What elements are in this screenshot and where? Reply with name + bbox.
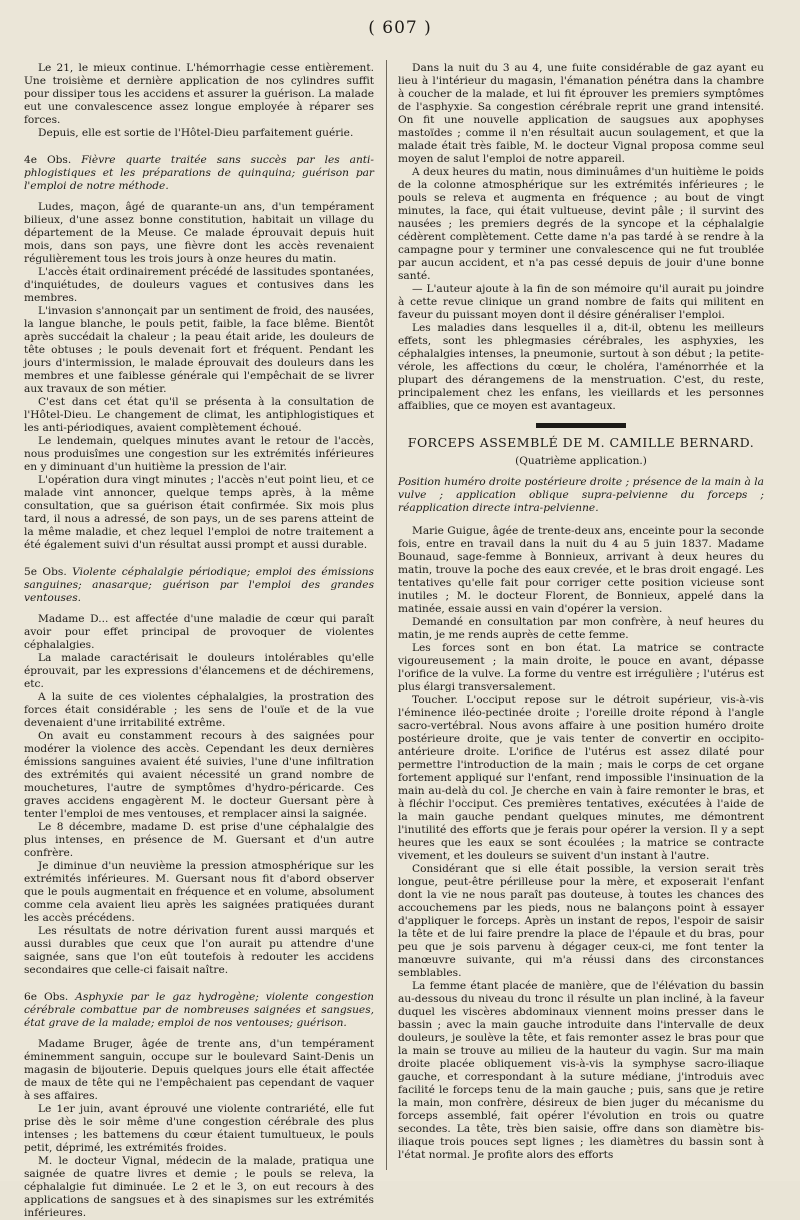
paragraph: Les maladies dans lesquelles il a, dit-il, obtenu les meilleurs effets, sont les phlegmasies cérébrales, les asphyxies, les céphalalgies intenses, la pneumonie, surtout à son début ; la petite-vérole, les affections du cœur, le choléra, l'aménorrhée et la plupart des dérangemens de la menstruation. C'est, du reste, principalement chez les enfans, les vieillards et les personnes affaiblies, que ce moyen est avantageux. [398, 322, 764, 412]
paragraph: Demandé en consultation par mon confrère, à neuf heures du matin, je me rends auprès de cette femme. [398, 616, 764, 641]
observation-title: Violente céphalalgie périodique; emploi des émissions sanguines; anasarque; guérison par l'emploi des grandes ventouses. [24, 566, 374, 604]
paragraph: Je diminue d'un neuvième la pression atmosphérique sur les extrémités inférieures. M. Guersant nous fit d'abord observer que le pouls augmentait en fréquence et en volume, absolument comme cela avaient lieu après les saignées pratiquées durant les accès précédens. [24, 860, 374, 924]
paragraph: Le lendemain, quelques minutes avant le retour de l'accès, nous produisîmes une congestion sur les extrémités inférieures en y diminuant d'un huitième la pression de l'air. [24, 435, 374, 473]
case-summary: Position humérо droite postérieure droite ; présence de la main à la vulve ; application oblique supra-pelvienne du forceps ; réapplication directe intra-pelvienne. [398, 476, 764, 514]
observation-title: Asphyxie par le gaz hydrogène; violente congestion cérébrale combattue par de nombreuses saignées et sangsues, état grave de la malade; emploi de nos ventouses; guérison. [24, 991, 374, 1029]
observation-heading [24, 566, 374, 605]
paragraph: La malade caractérisait le douleurs intolérables qu'elle éprouvait, par les expressions d'élancemens et de déchiremens, etc. [24, 652, 374, 690]
paragraph: L'opération dura vingt minutes ; l'accès n'eut point lieu, et ce malade vint annoncer, quelque temps après, à la même consultation, que sa guérison était confirmée. Six mois plus tard, il nous a adressé, de son pays, un de ses parens atteint de la même maladie, et chez lequel l'emploi de notre traitement a été également suivi d'un résultat aussi prompt et aussi durable. [24, 474, 374, 551]
paragraph: Les forces sont en bon état. La matrice se contracte vigoureusement ; la main droite, le pouce en avant, dépasse l'orifice de la vulve. La forme du ventre est irrégulière ; l'utérus est plus élargi transversalement. [398, 642, 764, 693]
paragraph: Marie Guigue, âgée de trente-deux ans, enceinte pour la seconde fois, entre en travail dans la nuit du 4 au 5 juin 1837. Madame Bounaud, sage-femme à Bonnieux, arrivant à deux heures du matin, trouve la poche des eaux crevée, et le bras droit engagé. Les tentatives qu'elle fait pour corriger cette position vicieuse sont inutiles ; M. le docteur Florent, de Bonnieux, appelé dans la matinée, essaie aussi en vain d'opérer la version. [398, 525, 764, 615]
paragraph: Dans la nuit du 3 au 4, une fuite considérable de gaz ayant eu lieu à l'intérieur du magasin, l'émanation pénétra dans la chambre à coucher de la malade, et lui fit éprouver les premiers symptômes de l'asphyxie. Sa congestion cérébrale reprit une grand intensité. On fit une nouvelle application de saugsues aux apophyses mastoïdes ; comme il n'en résultait aucun soulagement, et que la malade était très faible, M. le docteur Vignal proposa comme seul moyen de salut l'emploi de notre appareil. [398, 62, 764, 165]
paragraph: L'accès était ordinairement précédé de lassitudes spontanées, d'inquiétudes, de douleurs vagues et contusives dans les membres. [24, 266, 374, 304]
left-column [24, 62, 374, 1220]
paragraph: Le 1er juin, avant éprouvé une violente contrariété, elle fut prise dès le soir même d'une congestion cérébrale des plus intenses ; les battemens du cœur étaient tumultueux, le pouls petit, déprimé, les extrémités froides. [24, 1103, 374, 1154]
paragraph: Le 21, le mieux continue. L'hémorrhagie cesse entièrement. Une troisième et dernière application de nos cylindres suffit pour dissiper tous les accidens et assurer la guérison. La malade eut une convalescence assez longue employée à réparer ses forces. [24, 62, 374, 126]
paragraph: Toucher. L'occiput repose sur le détroit supérieur, vis-à-vis l'éminence iléo-pectinée droite ; l'oreille droite répond à l'angle sacro-vertébral. Nous avons affaire à une position huméro droite postérieure droite, que je vais tenter de convertir en occipito-antérieure droite. L'orifice de l'utérus est assez dilaté pour permettre l'introduction de la main ; mais le corps de cet organe fortement appliqué sur l'enfant, rend impossible l'insinuation de la main au-delà du col. Je cherche en vain à faire remonter le bras, et à fléchir l'occiput. Ces premières tentatives, exécutées à l'aide de la main gauche pendant quelques minutes, me démontrent l'inutilité des efforts que je ferais pour opérer la version. Il y a sept heures que les eaux se sont écoulées ; la matrice se contracte vivement, et les douleurs se suivent d'un instant à l'autre. [398, 694, 764, 862]
paragraph: M. le docteur Vignal, médecin de la malade, pratiqua une saignée de quatre livres et demie ; le pouls se releva, la céphalalgie fut diminuée. Le 2 et le 3, on eut recours à des applications de sangsues et à des sinapismes sur les extrémités inférieures. [24, 1155, 374, 1219]
observation-label: 6e Obs. [24, 991, 69, 1003]
observation-heading [24, 991, 374, 1030]
paragraph: A la suite de ces violentes céphalalgies, la prostration des forces était considérable ; les sens de l'ouïe et de la vue devenaient d'une irritabilité extrême. [24, 691, 374, 729]
paragraph: Madame Bruger, âgée de trente ans, d'un tempérament éminemment sanguin, occupe sur le boulevard Saint-Denis un magasin de bijouterie. Depuis quelques jours elle était affectée de maux de tête qui ne l'empêchaient pas cependant de vaquer à ses affaires. [24, 1038, 374, 1102]
paragraph: On avait eu constamment recours à des saignées pour modérer la violence des accès. Cependant les deux dernières émissions sanguines avaient été suivies, l'une d'une infiltration des extrémités qui avaient nécessité un grand nombre de mouchetures, l'autre de symptômes d'hydro-péricarde. Ces graves accidens engagèrent M. le docteur Guersant père à tenter l'emploi de mes ventouses, et remplacer ainsi la saignée. [24, 730, 374, 820]
observation-label: 5e Obs. [24, 566, 67, 578]
paragraph: Madame D... est affectée d'une maladie de cœur qui paraît avoir pour effet principal de provoquer de violentes céphalalgies. [24, 613, 374, 651]
section-rule [536, 423, 626, 428]
observation-heading [24, 154, 374, 193]
paragraph: Les résultats de notre dérivation furent aussi marqués et aussi durables que ceux que l'on aurait pu attendre d'une saignée, sans que l'on eût toutefois à redouter les accidens secondaires que celle-ci faisait naître. [24, 925, 374, 976]
paragraph: Depuis, elle est sortie de l'Hôtel-Dieu parfaitement guérie. [38, 127, 354, 139]
observation-title: Fièvre quarte traitée sans succès par les anti-phlogistiques et les préparations de quinquina; guérison par l'emploi de notre méthode. [24, 154, 374, 192]
paragraph: La femme étant placée de manière, que de l'élévation du bassin au-dessous du niveau du tronc il résulte un plan incliné, à la faveur duquel les viscères abdominaux viennent moins presser dans le bassin ; avec la main gauche introduite dans l'intervalle de deux douleurs, je soulève la tête, et fais remonter assez le bras pour que la main se trouve au milieu de la hauteur du vagin. Sur ma main droite placée obliquement vis-à-vis la symphyse sacro-iliaque gauche, et correspondant à la suture médiane, j'introduis avec facilité le forceps tenu de la main gauche ; puis, sans que je retire la main, mon confrère, désireux de bien juger du mécanisme du forceps assemblé, fait opérer l'évolution en trois ou quatre secondes. La tête, très bien saisie, offre dans son diamètre bis-iliaque trois pouces sept lignes ; les diamètres du bassin sont à l'état normal. Je profite alors des efforts [398, 980, 764, 1161]
paragraph: — L'auteur ajoute à la fin de son mémoire qu'il aurait pu joindre à cette revue clinique un grand nombre de faits qui militent en faveur du puissant moyen dont il désire généraliser l'emploi. [398, 283, 764, 321]
column-divider [386, 60, 387, 1170]
paragraph: L'invasion s'annonçait par un sentiment de froid, des nausées, la langue blanche, le pouls petit, faible, la face blême. Bientôt après succédait la chaleur ; la peau était aride, les douleurs de tête obtuses ; le pouls devenait fort et fréquent. Pendant les jours d'intermission, le malade éprouvait des douleurs dans les membres et une faiblesse générale qui l'empêchait de se livrer aux travaux de son métier. [24, 305, 374, 395]
paragraph: Le 8 décembre, madame D. est prise d'une céphalalgie des plus intenses, en présence de M. Guersant et d'un autre confrère. [24, 821, 374, 859]
paragraph: A deux heures du matin, nous diminuâmes d'un huitième le poids de la colonne atmosphérique sur les extrémités inférieures ; le pouls se releva et augmenta en fréquence ; au bout de vingt minutes, la face, qui était vultueuse, devint pâle ; il survint des nausées ; les premiers degrés de la syncope et la céphalalgie cédèrent complètement. Cette dame n'a pas tardé à se rendre à la campagne pour y terminer une convalescence qui ne fut troublée par aucun accident, et n'a pas cessé depuis de jouir d'une bonne santé. [398, 166, 764, 282]
observation-label: 4e Obs. [24, 154, 72, 166]
article-heading: FORCEPS ASSEMBLÉ DE M. CAMILLE BERNARD. [407, 435, 755, 450]
paragraph: Considérant que si elle était possible, la version serait très longue, peut-être périlleuse pour la mère, et exposerait l'enfant dont la vie ne nous paraît pas douteuse, à toutes les chances des accouchemens par les pieds, nous ne balançons point à essayer d'appliquer le forceps. Après un instant de repos, l'espoir de saisir la tête et de lui faire prendre la place de l'épaule et du bras, pour peu que je sois parvenu à dégager ceux-ci, me font tenter la manœuvre suivante, qui m'a réussi dans des circonstances semblables. [398, 863, 764, 979]
paragraph: Ludes, maçon, âgé de quarante-un ans, d'un tempérament bilieux, d'une assez bonne constitution, habitait un village du département de la Meuse. Ce malade éprouvait depuis huit mois, dans son pays, une fièvre dont les accès revenaient régulièrement tous les trois jours à onze heures du matin. [24, 201, 374, 265]
paragraph: C'est dans cet état qu'il se présenta à la consultation de l'Hôtel-Dieu. Le changement de climat, les antiphlogistiques et les anti-périodiques, avaient complètement échoué. [24, 396, 374, 434]
article-subheading: (Quatrième application.) [515, 455, 647, 467]
page-number: ( 607 ) [368, 18, 432, 38]
right-column [398, 62, 764, 1162]
